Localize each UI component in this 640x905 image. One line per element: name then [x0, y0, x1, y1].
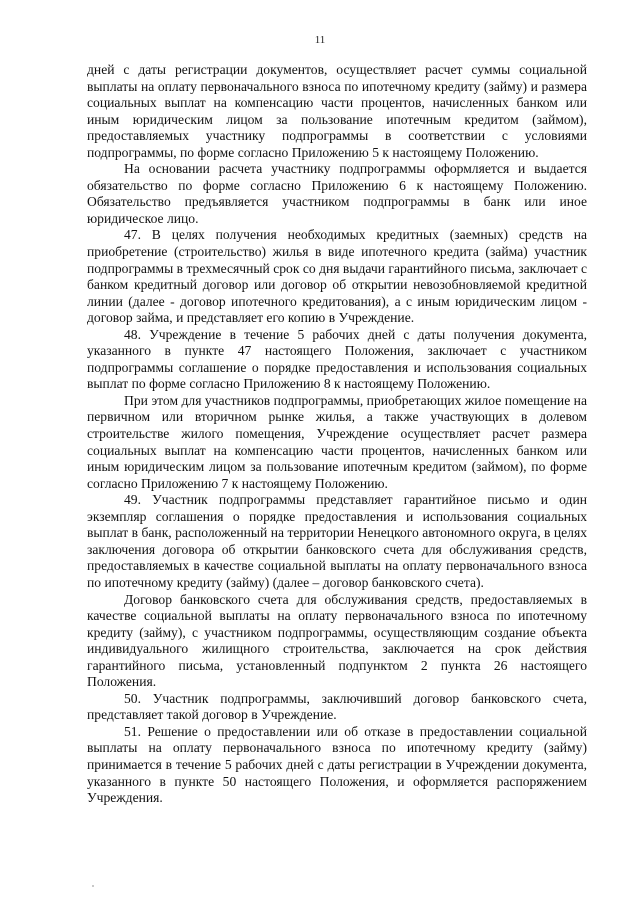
paragraph-clause-49-note: Договор банковского счета для обслуживания средств, предоставляемых в качестве социальной выплаты на оплату первоначального взноса по ипотечному кредиту (займу), с участником подпрограммы, осуществляющим создание объекта индивидуального жилищного строительства, заключается на срок действия гарантийного письма, установленный подпунктом 2 пункта 26 настоящего Положения.	[87, 591, 587, 690]
paragraph-obligation: На основании расчета участнику подпрограммы оформляется и выдается обязательство по форме согласно Приложению 6 к настоящему Положению. Обязательство предъявляется участником подпрограммы в банк или иное юридическое лицо.	[87, 161, 587, 226]
scan-artifact	[92, 885, 94, 887]
paragraph-clause-49: 49. Участник подпрограммы представляет гарантийное письмо и один экземпляр соглашения о порядке предоставления и использования социальных выплат в банк, расположенный на территории Ненецкого автономного округа, в целях заключения договора об открытии банковского счета для обслуживания средств, предоставляемых в качестве социальной выплаты на оплату первоначального взноса по ипотечному кредиту (займу) (далее – договор банковского счета).	[87, 492, 587, 590]
paragraph-clause-48-note: При этом для участников подпрограммы, приобретающих жилое помещение на первичном или вторичном рынке жилья, а также участвующих в долевом строительстве жилого помещения, Учреждение осуществляет расчет размера социальных выплат на компенсацию части процентов, начисленных банком или иным юридическим лицом за пользование ипотечным кредитом (займом), по форме согласно Приложению 7 к настоящему Положению.	[87, 392, 587, 491]
page-number: 11	[314, 34, 326, 46]
paragraph-clause-47: 47. В целях получения необходимых кредитных (заемных) средств на приобретение (строительство) жилья в виде ипотечного кредита (займа) участник подпрограммы в трехмесячный срок со дня выдачи гарантийного письма, заключает с банком кредитный договор или договор об открытии невозобновляемой кредитной линии (далее - договор ипотечного кредитования), а с иным юридическим лицом - договор займа, и представляет его копию в Учреждение.	[87, 227, 587, 326]
document-body	[87, 62, 587, 807]
paragraph-clause-48: 48. Учреждение в течение 5 рабочих дней с даты получения документа, указанного в пункте 47 настоящего Положения, заключает с участником подпрограммы соглашение о порядке предоставления и использования социальных выплат по форме согласно Приложению 8 к настоящему Положению.	[87, 326, 587, 392]
paragraph-clause-51: 51. Решение о предоставлении или об отказе в предоставлении социальной выплаты на оплату первоначального взноса по ипотечному кредиту (займу) принимается в течение 5 рабочих дней с даты регистрации в Учреждении документа, указанного в пункте 50 настоящего Положения, и оформляется распоряжением Учреждения.	[87, 723, 587, 806]
paragraph-continuation: дней с даты регистрации документов, осуществляет расчет суммы социальной выплаты на оплату первоначального взноса по ипотечному кредиту (займу) и размера социальных выплат на компенсацию части процентов, начисленных банком или иным юридическим лицом за пользование ипотечным кредитом (займом), предоставляемых участнику подпрограммы в соответствии с условиями подпрограммы, по форме согласно Приложению 5 к настоящему Положению.	[87, 62, 587, 160]
paragraph-clause-50: 50. Участник подпрограммы, заключивший договор банковского счета, представляет такой договор в Учреждение.	[87, 690, 587, 723]
